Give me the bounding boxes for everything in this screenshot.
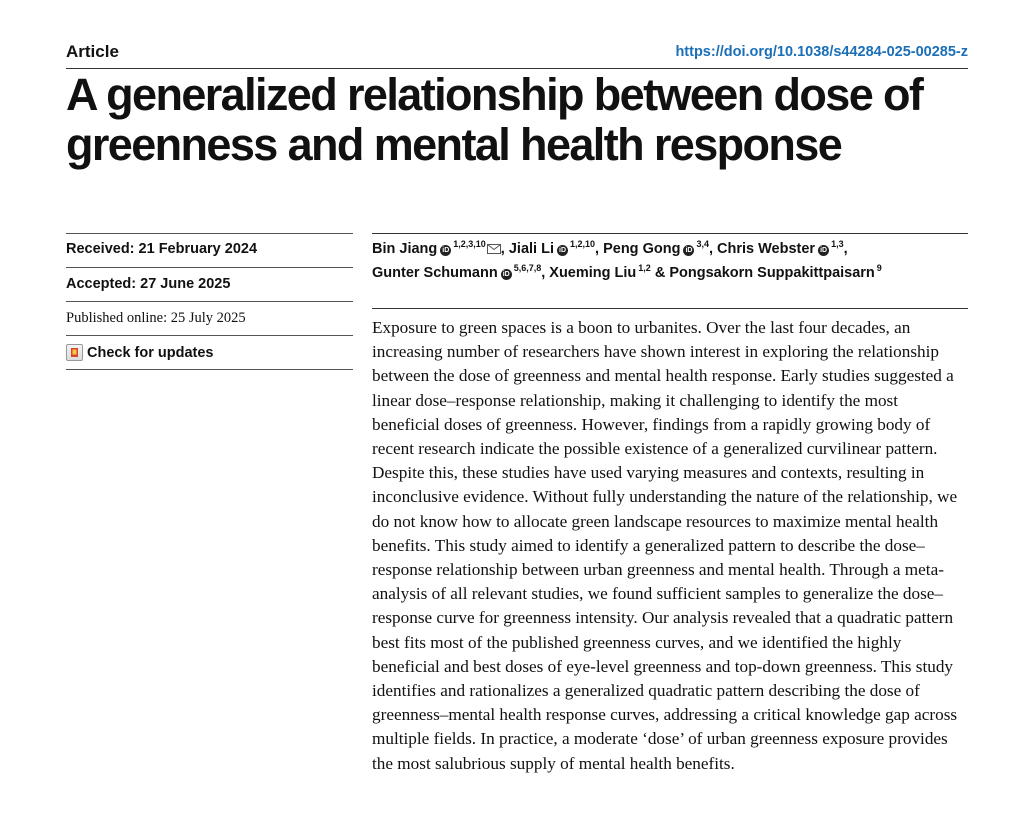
check-for-updates-icon <box>66 344 83 361</box>
author-affiliations: 9 <box>876 263 882 273</box>
author-name[interactable] <box>372 265 545 281</box>
authors-rule-top <box>372 233 968 234</box>
article-title: A generalized relationship between dose of greenness and mental health response <box>66 69 923 170</box>
author-name-text: Gunter Schumann <box>372 265 498 281</box>
received-date: Received: 21 February 2024 <box>66 241 258 257</box>
author-name[interactable] <box>717 241 848 257</box>
meta-rule-top <box>66 233 353 234</box>
author-affiliations: 1,2,3,10 <box>453 239 486 249</box>
author-name[interactable] <box>549 265 665 281</box>
author-affiliations: 1,2 <box>638 263 651 273</box>
author-name[interactable] <box>603 241 713 257</box>
author-affiliations: 1,3 <box>831 239 844 249</box>
email-icon[interactable] <box>487 239 501 262</box>
meta-rule-4 <box>66 369 353 370</box>
orcid-icon[interactable]: iD <box>685 247 693 254</box>
doi-link[interactable]: https://doi.org/10.1038/s44284-025-00285-z <box>675 44 968 60</box>
orcid-icon[interactable]: iD <box>442 247 450 254</box>
check-for-updates-button[interactable] <box>66 344 214 361</box>
author-name-text: Jiali Li <box>508 241 554 257</box>
orcid-icon[interactable]: iD <box>820 247 828 254</box>
article-type-label: Article <box>66 42 119 61</box>
author-affiliations: 5,6,7,8 <box>513 263 542 273</box>
author-name-text: Peng Gong <box>603 241 681 257</box>
author-separator: , <box>843 241 848 257</box>
author-list <box>372 238 968 285</box>
author-affiliations: 3,4 <box>696 239 709 249</box>
authors-rule-bottom <box>372 308 968 309</box>
author-separator: , <box>708 241 713 257</box>
meta-rule-2 <box>66 301 353 302</box>
published-date: Published online: 25 July 2025 <box>66 310 246 326</box>
author-name[interactable] <box>372 241 505 257</box>
orcid-icon[interactable]: iD <box>502 271 510 278</box>
author-name[interactable] <box>509 241 599 257</box>
author-name-text: Xueming Liu <box>549 265 637 281</box>
author-separator: , <box>595 241 600 257</box>
abstract: Exposure to green spaces is a boon to urbanites. Over the last four decades, an increasing number of researchers have shown interest in exploring the relationship between the dose of greenness and mental health response. Early studies suggested a linear dose–response relationship, making it challenging to identify the most beneficial doses of greenness. However, findings from a rapidly growing body of recent research indicate the possible existence of a generalized curvilinear pattern. Despite this, these studies have used varying measures and contexts, resulting in inconclusive evidence. Without fully understanding the nature of the relationship, we do not know how to allocate green landscape resources to maximize mental health benefits. This study aimed to identify a generalized pattern to describe the dose–response relationship between urban greenness and mental health. Through a meta-analysis of all relevant studies, we found sufficient samples to generalize the dose–response curve for greenness intensity. Our analysis revealed that a quadratic pattern best fits most of the published greenness curves, and we identified the highly beneficial and best doses of eye-level greenness and top-down greenness. This study identifies and rationalizes a generalized quadratic pattern describing the dose of greenness–mental health response curves, addressing a critical knowledge gap across multiple fields. In practice, a moderate ‘dose’ of urban greenness exposure provides the most salubrious supply of mental health benefits. <box>372 318 958 773</box>
meta-rule-1 <box>66 267 353 268</box>
check-for-updates-label: Check for updates <box>87 344 214 361</box>
author-name[interactable] <box>669 265 881 281</box>
author-name-text: Chris Webster <box>717 241 816 257</box>
author-separator: , <box>500 241 505 257</box>
author-separator: , <box>541 265 546 281</box>
accepted-date: Accepted: 27 June 2025 <box>66 276 231 292</box>
meta-rule-3 <box>66 335 353 336</box>
author-affiliations: 1,2,10 <box>570 239 596 249</box>
author-separator: & <box>650 265 666 281</box>
author-name-text: Pongsakorn Suppakittpaisarn <box>669 265 875 281</box>
orcid-icon[interactable]: iD <box>559 247 566 254</box>
author-name-text: Bin Jiang <box>372 241 438 257</box>
